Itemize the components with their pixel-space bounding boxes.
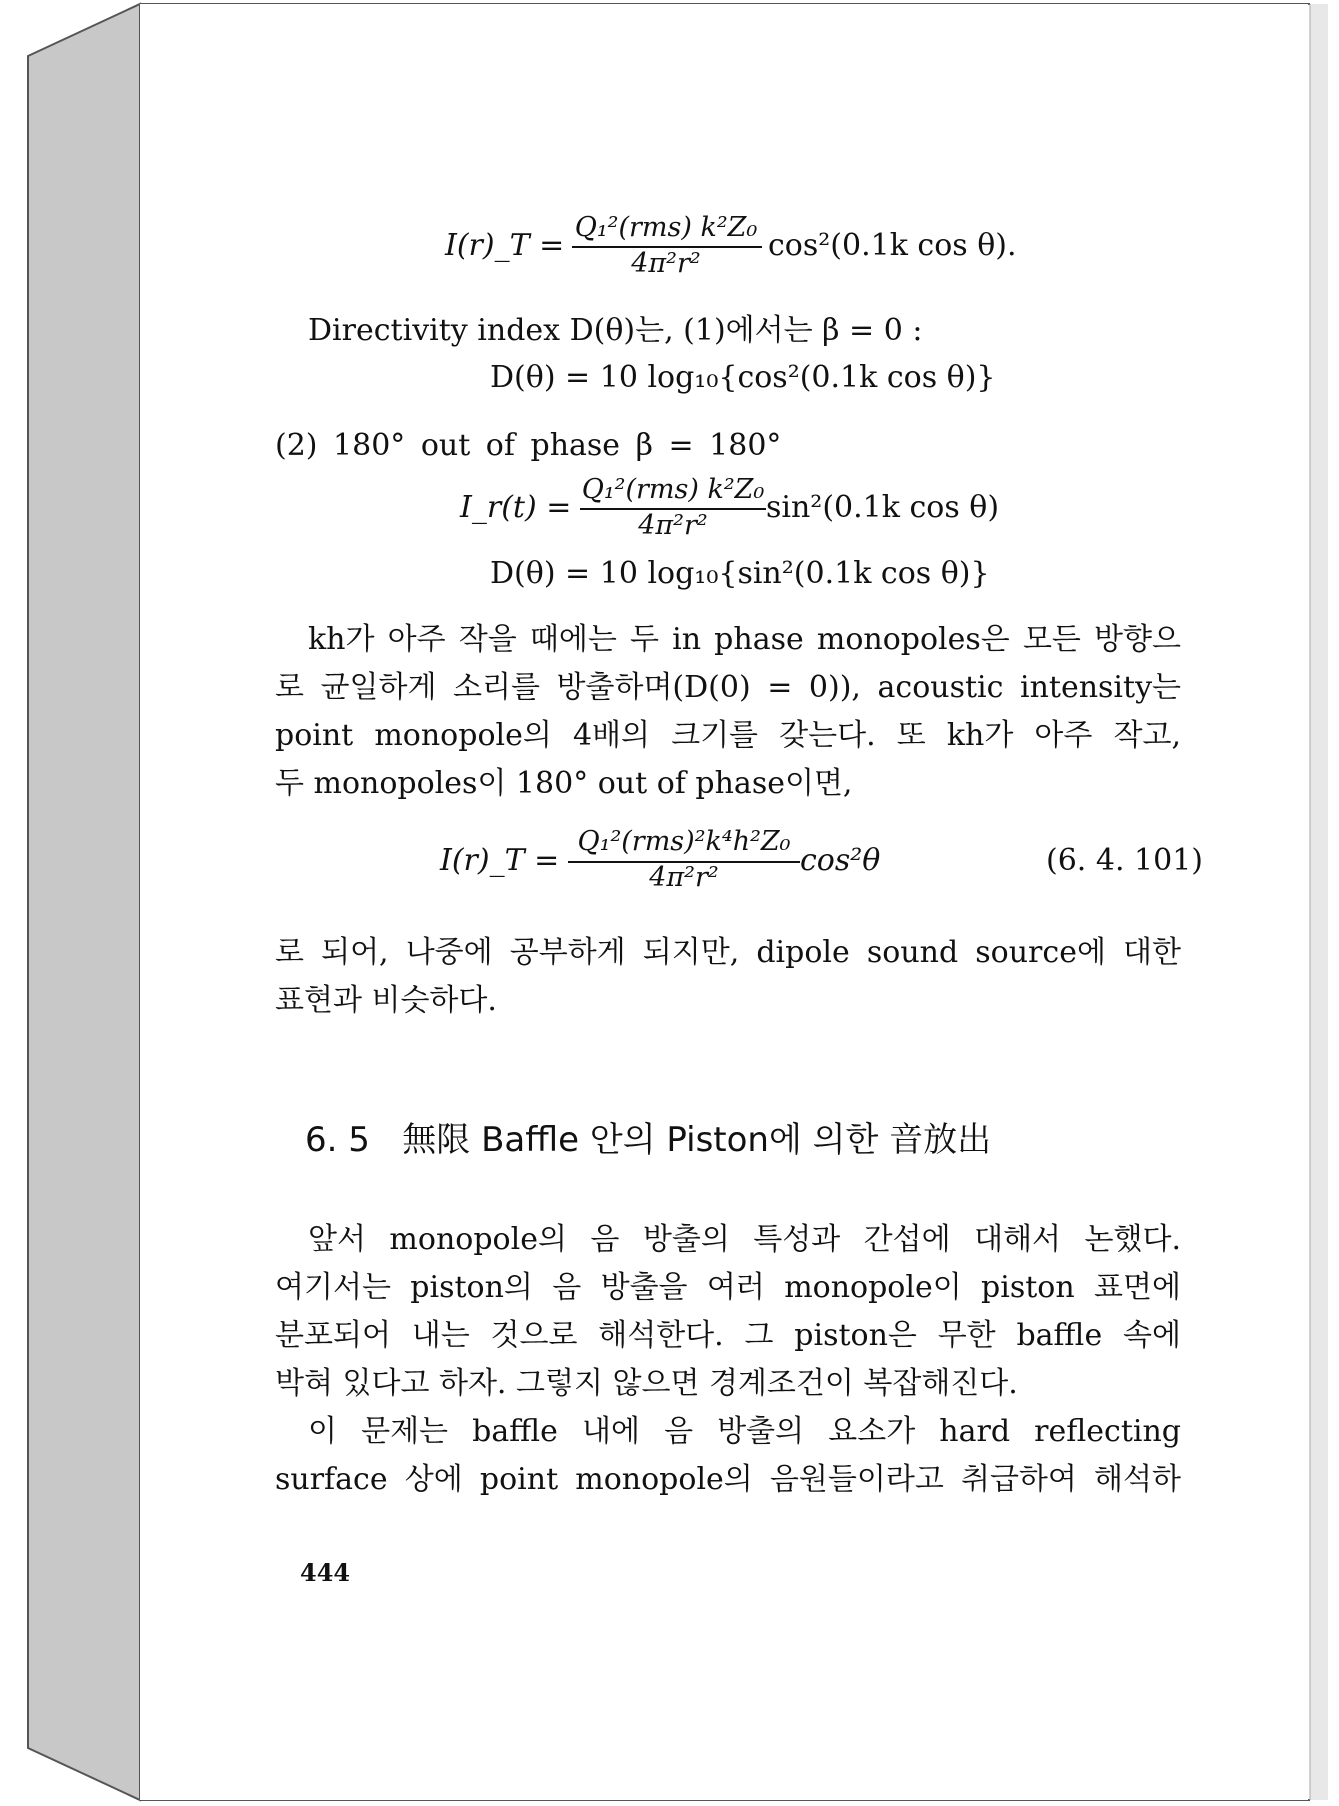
top-eq-numerator: Q₁²(rms) k²Z₀ [574, 212, 758, 243]
page-number: 444 [300, 1558, 351, 1587]
directivity-line: Directivity index D(θ)는, (1)에서는 β = 0 : [308, 313, 923, 348]
paragraph3-line-3: 분포되어 내는 것으로 해석한다. 그 piston은 무한 baffle 속에 [275, 1318, 1181, 1353]
paragraph1-line-2: 로 균일하게 소리를 방출하며(D(0) = 0)), acoustic intensity는 [275, 670, 1181, 705]
paragraph2-line-1: 로 되어, 나중에 공부하게 되지만, dipole sound source에 대한 [275, 935, 1181, 970]
paragraph3-line-4: 박혀 있다고 하자. 그렇지 않으면 경계조건이 복잡해진다. [275, 1366, 1018, 1401]
directivity-eq-2: D(θ) = 10 log₁₀{sin²(0.1k cos θ)} [490, 556, 990, 591]
case2-eq-lhs: I_r(t) = [460, 490, 572, 525]
case2-eq-tail: sin²(0.1k cos θ) [766, 490, 1000, 525]
eq-6-4-101-numerator: Q₁²(rms)²k⁴h²Z₀ [577, 826, 791, 857]
paragraph1-line-4: 두 monopoles이 180° out of phase이면, [275, 766, 853, 801]
paragraph1-line-3: point monopole의 4배의 크기를 갖는다. 또 kh가 아주 작고, [275, 718, 1181, 753]
top-eq-lhs: I(r)_T = [445, 228, 565, 263]
paragraph3-line-1: 앞서 monopole의 음 방출의 특성과 간섭에 대해서 논했다. [308, 1222, 1181, 1257]
paragraph1-line-1: kh가 아주 작을 때에는 두 in phase monopoles은 모든 방향으 [308, 622, 1181, 657]
case2-eq-denominator: 4π²r² [638, 510, 708, 541]
case2-eq-numerator: Q₁²(rms) k²Z₀ [581, 474, 765, 505]
paragraph2-line-2: 표현과 비슷하다. [275, 983, 497, 1018]
section-heading: 6. 5 無限 Baffle 안의 Piston에 의한 音放出 [305, 1120, 992, 1160]
directivity-eq-1: D(θ) = 10 log₁₀{cos²(0.1k cos θ)} [490, 360, 996, 395]
paragraph3-line-2: 여기서는 piston의 음 방출을 여러 monopole이 piston 표면에 [275, 1270, 1181, 1305]
eq-6-4-101-number: (6. 4. 101) [1046, 843, 1203, 878]
eq-6-4-101-denominator: 4π²r² [649, 862, 719, 893]
top-eq-tail: cos²(0.1k cos θ). [768, 228, 1017, 263]
eq-6-4-101-tail: cos²θ [800, 843, 881, 878]
paragraph3-line-5: 이 문제는 baffle 내에 음 방출의 요소가 hard reflecting [308, 1414, 1181, 1449]
case2-line: (2) 180° out of phase β = 180° [275, 428, 782, 463]
eq-6-4-101-lhs: I(r)_T = [440, 843, 560, 878]
paragraph3-line-6: surface 상에 point monopole의 음원들이라고 취급하여 해석하 [275, 1462, 1181, 1497]
top-eq-denominator: 4π²r² [631, 248, 701, 279]
